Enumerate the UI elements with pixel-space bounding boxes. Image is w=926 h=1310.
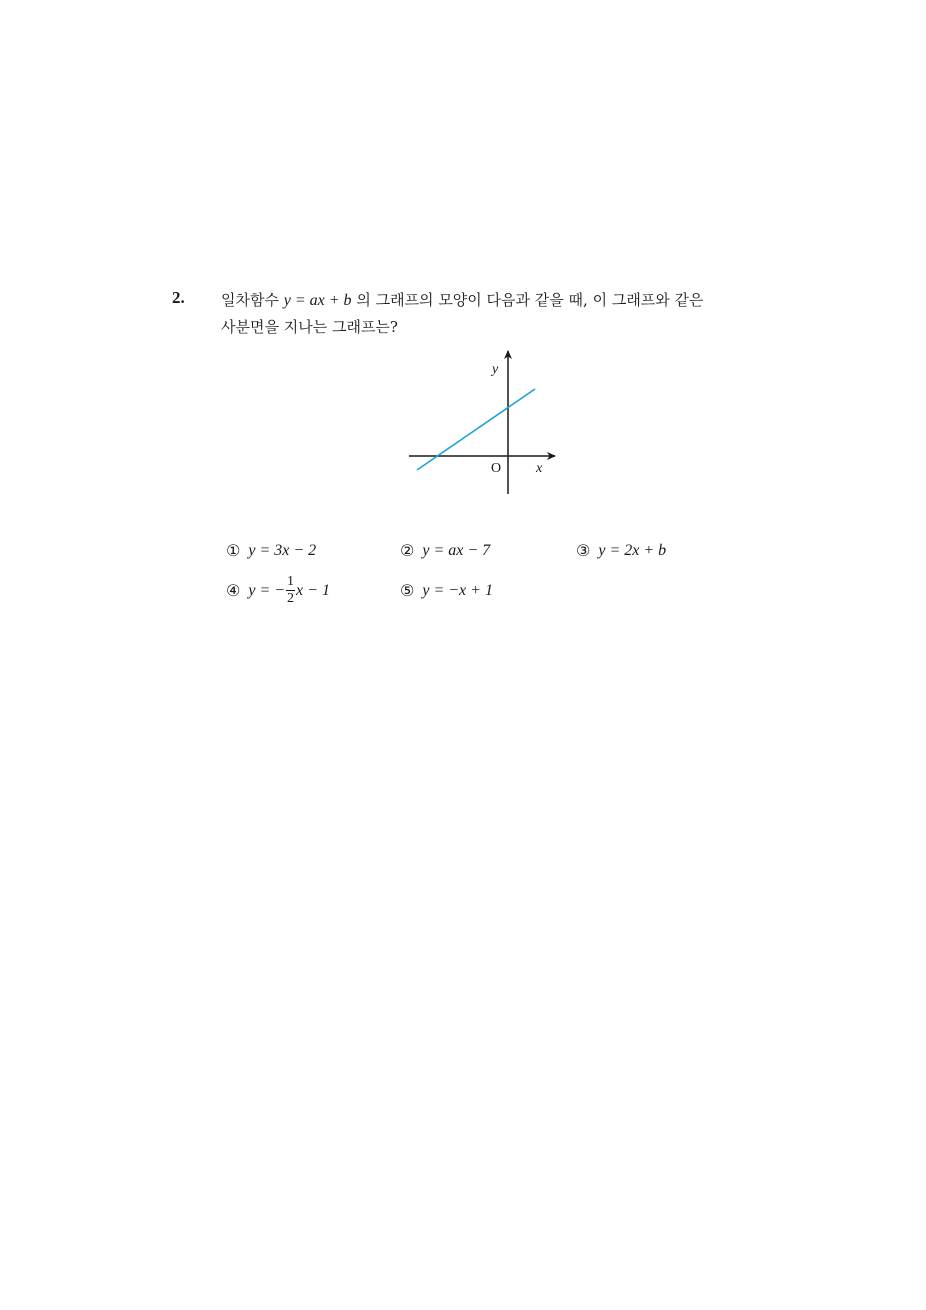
choice-1-equation: y = 3x − 2: [248, 541, 317, 559]
question-number: 2.: [172, 288, 185, 307]
choice-3-equation: y = 2x + b: [598, 541, 667, 559]
y-axis-label: y: [492, 362, 499, 377]
choice-4-number: ④: [226, 581, 241, 600]
function-line: [417, 389, 535, 470]
choice-4-equation-prefix: y = −: [248, 581, 286, 599]
choice-4[interactable]: [226, 574, 330, 607]
stem-text-before: 일차함수: [221, 291, 279, 309]
choice-1-number: ①: [226, 541, 241, 560]
origin-label: O: [491, 461, 502, 476]
choice-5[interactable]: [400, 581, 493, 600]
choice-4-equation: [248, 574, 330, 607]
choice-5-equation: y = −x + 1: [422, 581, 493, 599]
choice-4-equation-suffix: x − 1: [296, 581, 330, 599]
stem-equation: y = ax + b: [283, 292, 352, 309]
linear-function-graph: [400, 345, 565, 500]
choice-3[interactable]: [576, 541, 666, 560]
question-stem: [221, 287, 761, 341]
choice-2-equation: y = ax − 7: [422, 541, 491, 559]
choice-2[interactable]: [400, 541, 490, 560]
stem-text-after: 의 그래프의 모양이 다음과 같을 때, 이 그래프와 같은: [356, 291, 704, 309]
fraction-denominator: 2: [287, 591, 295, 606]
choice-2-number: ②: [400, 541, 415, 560]
choice-1[interactable]: [226, 541, 316, 560]
x-axis-label: x: [536, 461, 543, 476]
question-stem-line-2: 사분면을 지나는 그래프는?: [221, 318, 398, 336]
fraction-numerator: 1: [287, 574, 295, 589]
choice-3-number: ③: [576, 541, 591, 560]
choice-4-fraction: [286, 574, 295, 607]
question-stem-line-1: [221, 287, 761, 314]
choice-5-number: ⑤: [400, 581, 415, 600]
